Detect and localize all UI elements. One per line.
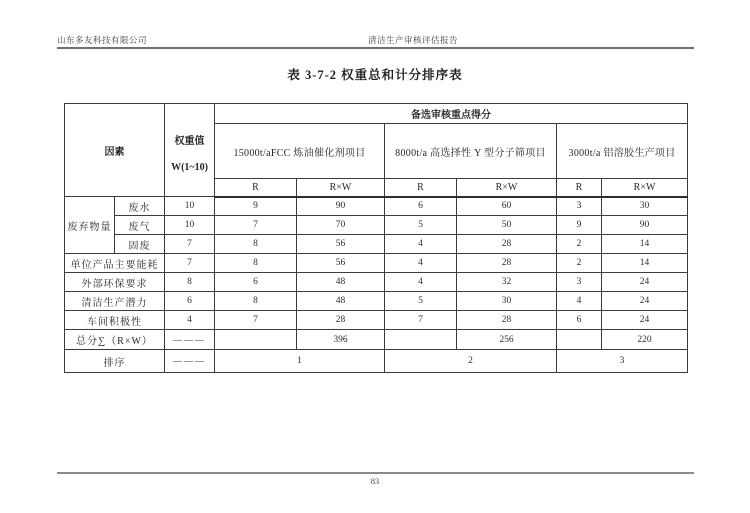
table-cell: 60 [457, 197, 557, 216]
weight-sum-rank-table [64, 103, 688, 373]
rank-project-3: 3 [557, 350, 688, 373]
table-cell: 7 [385, 311, 457, 330]
rw-header: R×W [602, 179, 688, 197]
r-header: R [215, 179, 297, 197]
table-cell: 3 [557, 197, 602, 216]
total-project-3: 220 [602, 330, 688, 350]
table-cell: 6 [215, 273, 297, 292]
table-cell-dash: ——— [165, 330, 215, 350]
project-2-name: 8000t/a 高选择性 Y 型分子筛项目 [385, 124, 557, 179]
rank-project-1: 1 [215, 350, 385, 373]
table-row-solidwaste [65, 235, 688, 254]
table-cell: 8 [215, 254, 297, 273]
table-cell: 48 [297, 292, 385, 311]
table-row-total [65, 330, 688, 350]
rw-header: R×W [297, 179, 385, 197]
table-cell: 4 [557, 292, 602, 311]
rank-project-2: 2 [385, 350, 557, 373]
table-caption: 表 3-7-2 权重总和计分排序表 [287, 68, 463, 82]
row-label: 外部环保要求 [65, 273, 165, 292]
table-cell-dash: ——— [165, 350, 215, 373]
table-cell: 28 [457, 254, 557, 273]
footer-rule [57, 472, 694, 474]
table-row-wastegas [65, 216, 688, 235]
r-header: R [557, 179, 602, 197]
table-row-cp-potential [65, 292, 688, 311]
header-rule [57, 47, 694, 49]
table-cell: 8 [215, 235, 297, 254]
table-row-external-env [65, 273, 688, 292]
header-row-top [65, 104, 688, 124]
rw-header: R×W [457, 179, 557, 197]
table-cell: 2 [557, 254, 602, 273]
table-cell-empty [385, 330, 457, 350]
table-cell: 9 [215, 197, 297, 216]
table-cell: 28 [457, 235, 557, 254]
total-project-1: 396 [297, 330, 385, 350]
table-cell: 24 [602, 292, 688, 311]
table-cell: 7 [215, 216, 297, 235]
table-cell: 50 [457, 216, 557, 235]
project-1-name: 15000t/aFCC 炼油催化剂项目 [215, 124, 385, 179]
table-cell: 90 [602, 216, 688, 235]
rank-row-label: 排序 [65, 350, 165, 373]
table-cell: 10 [165, 216, 215, 235]
table-cell: 6 [557, 311, 602, 330]
table-cell: 56 [297, 235, 385, 254]
table-cell: 10 [165, 197, 215, 216]
table-cell: 9 [557, 216, 602, 235]
table-cell: 4 [385, 254, 457, 273]
page-number: 83 [370, 476, 380, 486]
table-cell: 6 [165, 292, 215, 311]
table-cell: 5 [385, 292, 457, 311]
table-row-wastewater [65, 197, 688, 216]
row-label: 废水 [115, 197, 165, 216]
table-cell: 90 [297, 197, 385, 216]
table-cell: 48 [297, 273, 385, 292]
table-row-rank [65, 350, 688, 373]
running-header-report: 清洁生产审核评估报告 [368, 35, 459, 45]
table-cell: 32 [457, 273, 557, 292]
table-cell: 8 [165, 273, 215, 292]
table-cell: 14 [602, 254, 688, 273]
table-cell: 24 [602, 273, 688, 292]
table-cell: 4 [385, 273, 457, 292]
table-row-workshop [65, 311, 688, 330]
table-cell: 14 [602, 235, 688, 254]
table-cell: 24 [602, 311, 688, 330]
col-header-score-title: 备选审核重点得分 [215, 104, 688, 124]
row-label: 车间积极性 [65, 311, 165, 330]
table-cell: 2 [557, 235, 602, 254]
table-cell: 4 [385, 235, 457, 254]
table-cell: 7 [165, 254, 215, 273]
table-cell: 8 [215, 292, 297, 311]
weight-label: 权重值 [174, 136, 205, 147]
table-cell: 70 [297, 216, 385, 235]
table-row-energy [65, 254, 688, 273]
group-label-waste: 废弃物量 [65, 197, 115, 254]
table-cell: 30 [457, 292, 557, 311]
table-cell: 7 [165, 235, 215, 254]
row-label: 废气 [115, 216, 165, 235]
row-label: 单位产品主要能耗 [65, 254, 165, 273]
table-cell: 28 [297, 311, 385, 330]
project-3-name: 3000t/a 铝溶胶生产项目 [557, 124, 688, 179]
total-project-2: 256 [457, 330, 557, 350]
table-cell-empty [215, 330, 297, 350]
table-cell: 6 [385, 197, 457, 216]
total-row-label: 总分∑（R×W） [65, 330, 165, 350]
r-header: R [385, 179, 457, 197]
row-label: 固废 [115, 235, 165, 254]
table-cell: 5 [385, 216, 457, 235]
table-cell-empty [557, 330, 602, 350]
running-header-company: 山东多友科技有限公司 [57, 35, 148, 45]
weight-range: W(1~10) [171, 162, 208, 173]
table-cell: 7 [215, 311, 297, 330]
table-cell: 56 [297, 254, 385, 273]
table-cell: 3 [557, 273, 602, 292]
table-cell: 4 [165, 311, 215, 330]
row-label: 清洁生产潜力 [65, 292, 165, 311]
table-cell: 28 [457, 311, 557, 330]
col-header-factor: 因素 [65, 104, 165, 197]
col-header-weight [165, 104, 215, 197]
table-cell: 30 [602, 197, 688, 216]
